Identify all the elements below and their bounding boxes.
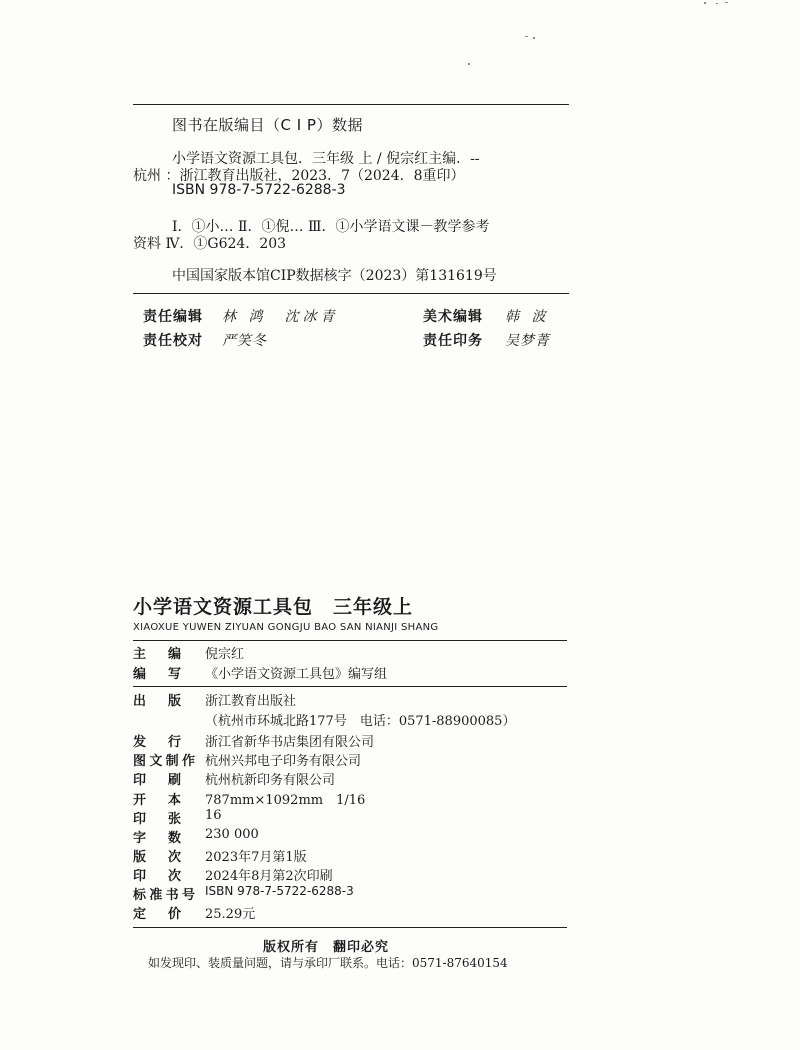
- pub-row-edition: [133, 846, 573, 866]
- pub-value: 16: [205, 808, 222, 823]
- art-editor-name: 韩 波: [505, 309, 550, 325]
- cip-line-5: 资料 Ⅳ．①G624．203: [133, 236, 287, 252]
- pub-label: 开 本: [133, 793, 181, 808]
- proofreader-name: 严笑冬: [222, 333, 267, 349]
- editor-label: 责任编辑: [143, 309, 203, 325]
- title-rule: [133, 640, 567, 641]
- credits-rule: [133, 686, 567, 687]
- pub-label: 版 次: [133, 850, 181, 865]
- print-manager-label: 责任印务: [423, 333, 483, 349]
- cip-line-4: Ⅰ．①小… Ⅱ．①倪… Ⅲ．①小学语文课－教学参考: [172, 219, 490, 235]
- scan-speck: [533, 37, 535, 39]
- pub-row-format: [133, 789, 573, 809]
- cip-title: 图书在版编目（C I P）数据: [172, 116, 363, 134]
- pub-label: 出 版: [133, 694, 181, 709]
- editor-names: 林 鸿 沈冰青: [222, 309, 339, 325]
- cip-top-rule: [133, 104, 569, 105]
- credit-label: 编 写: [133, 667, 181, 682]
- pub-label: 字 数: [133, 831, 181, 846]
- art-editor-label: 美术编辑: [423, 309, 483, 325]
- pub-row-publisher: [133, 690, 573, 710]
- book-title: 小学语文资源工具包 三年级上: [133, 596, 414, 618]
- pub-row-price: [133, 903, 573, 923]
- cip-line-1: 小学语文资源工具包．三年级 上 / 倪宗红主编．--: [172, 151, 480, 167]
- publisher-address: （杭州市环城北路177号 电话：0571-88900085）: [205, 714, 516, 729]
- pub-row-isbn: [133, 884, 573, 904]
- pub-value: ISBN 978-7-5722-6288-3: [205, 884, 354, 898]
- credit-label: 主 编: [133, 647, 181, 662]
- pub-label: 图文制作: [133, 754, 195, 769]
- print-manager-name: 吴梦菁: [505, 333, 550, 349]
- scan-speck: [725, 2, 728, 3]
- pub-label: 发 行: [133, 735, 181, 750]
- pub-value: 杭州兴邦电子印务有限公司: [205, 754, 362, 769]
- pub-value: 2024年8月第2次印刷: [205, 869, 333, 884]
- book-title-pinyin: XIAOXUE YUWEN ZIYUAN GONGJU BAO SAN NIANJI SHANG: [133, 622, 439, 633]
- pub-label: 定 价: [133, 907, 181, 922]
- pub-value: 230 000: [205, 827, 259, 842]
- quality-contact-notice: 如发现印、装质量问题，请与承印厂联系。电话：0571-87640154: [148, 956, 508, 970]
- pub-row-word-count: [133, 827, 573, 847]
- staff-top-rule: [133, 293, 569, 294]
- scan-speck: [716, 3, 718, 4]
- cip-line-3: ISBN 978-7-5722-6288-3: [172, 182, 346, 198]
- credit-row-chief-editor: [133, 643, 573, 663]
- scan-speck: [704, 2, 706, 4]
- scan-speck: [525, 36, 528, 37]
- pub-label: 印 刷: [133, 773, 181, 788]
- scan-speck: [468, 63, 470, 65]
- cip-line-6: 中国国家版本馆CIP数据核字（2023）第131619号: [172, 268, 497, 284]
- credit-value: 倪宗红: [205, 647, 245, 662]
- proofreader-label: 责任校对: [143, 333, 203, 349]
- cip-line-2: 杭州 ：浙江教育出版社，2023．7（2024．8重印）: [133, 168, 465, 184]
- pub-row-distributor: [133, 731, 573, 751]
- pub-value: 2023年7月第1版: [205, 850, 307, 865]
- pub-value: 浙江教育出版社: [205, 694, 297, 709]
- pub-row-typesetting: [133, 750, 573, 770]
- credit-row-compiler: [133, 663, 573, 683]
- pub-label: 印 次: [133, 869, 181, 884]
- pub-row-printer: [133, 769, 573, 789]
- pub-value: 787mm×1092mm 1/16: [205, 793, 366, 808]
- bottom-rule: [133, 927, 567, 928]
- credit-value: 《小学语文资源工具包》编写组: [205, 667, 388, 682]
- pub-value: 杭州杭新印务有限公司: [205, 773, 336, 788]
- pub-row-sheets: [133, 808, 573, 828]
- copyright-notice: 版权所有 翻印必究: [263, 940, 390, 955]
- pub-value: 25.29元: [205, 907, 256, 922]
- pub-label: 印 张: [133, 812, 181, 827]
- pub-value: 浙江省新华书店集团有限公司: [205, 735, 375, 750]
- pub-label: 标准书号: [133, 888, 195, 903]
- pub-row-impression: [133, 865, 573, 885]
